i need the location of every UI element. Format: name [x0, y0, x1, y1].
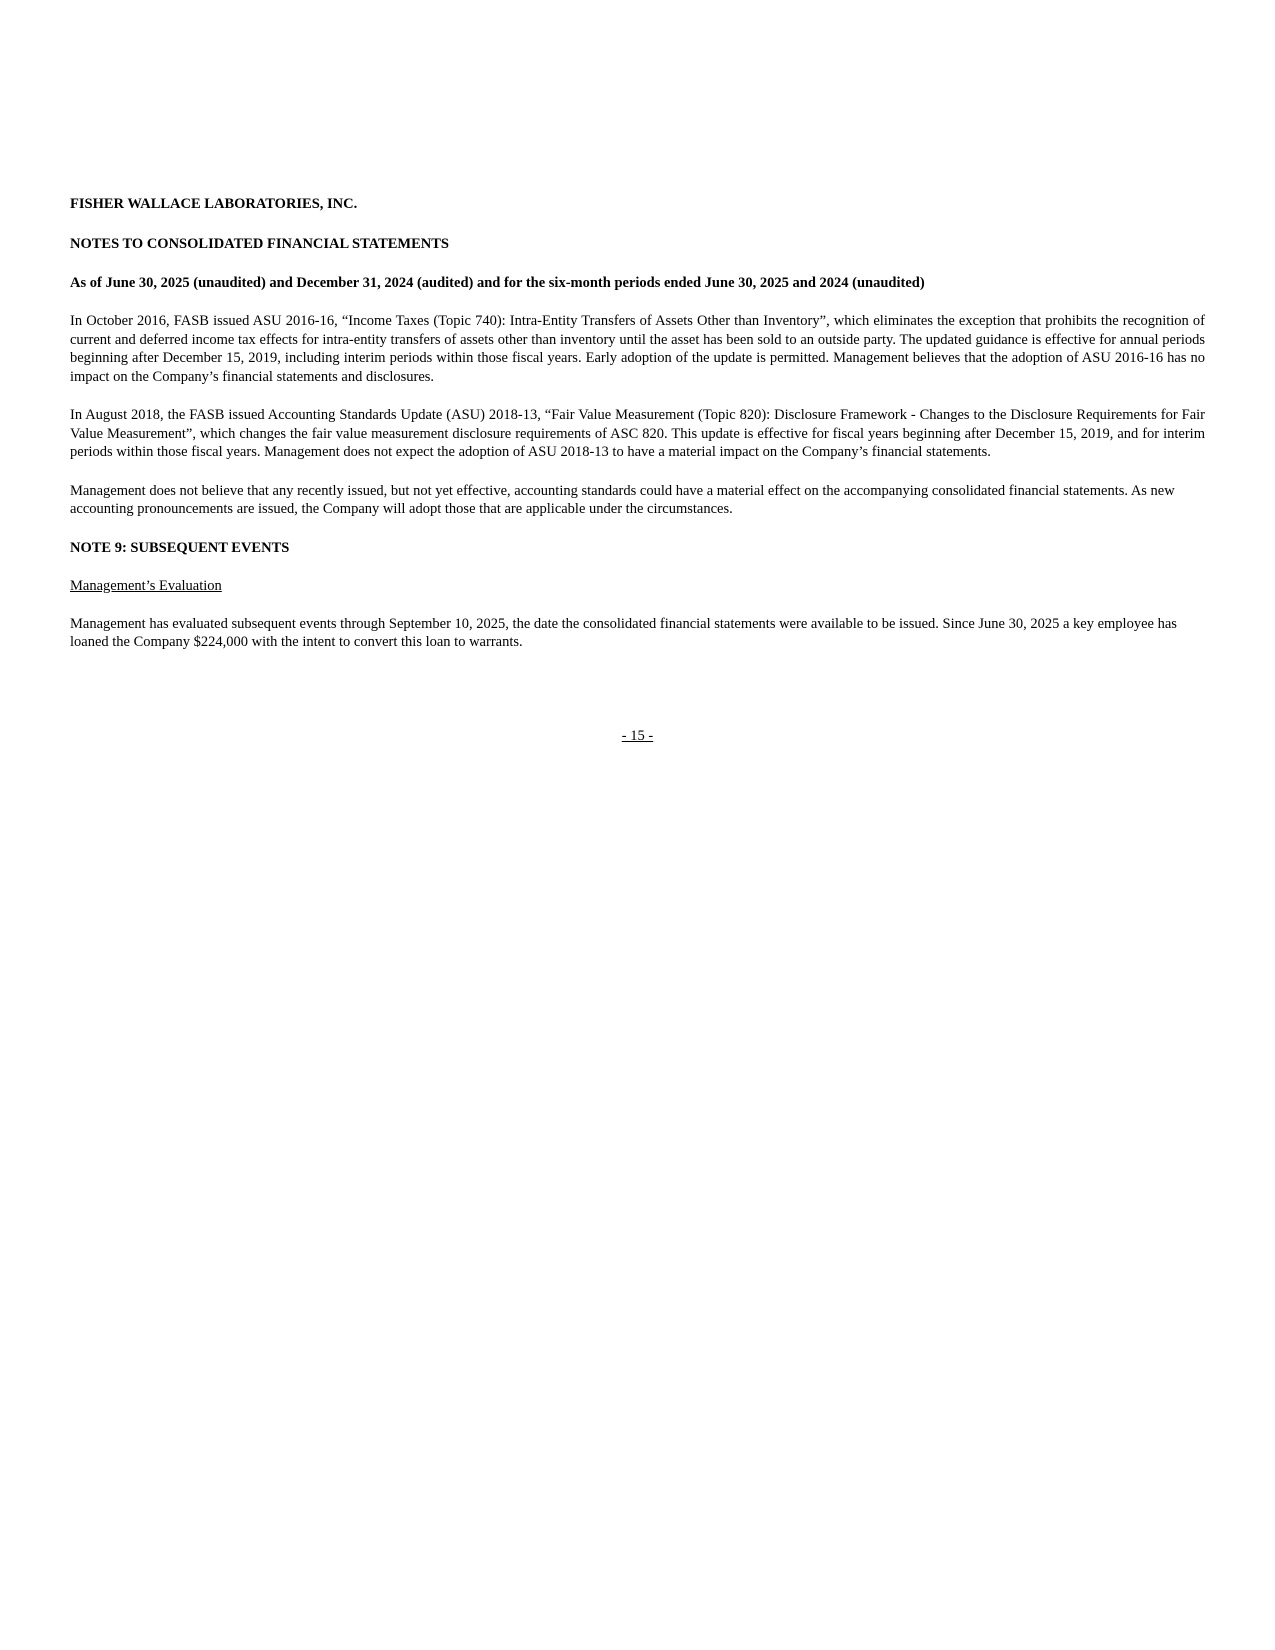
paragraph-asu-2018-13: In August 2018, the FASB issued Accounting Standards Update (ASU) 2018-13, “Fair Value Measurement (Topic 820): Disclosure Framework - Changes to the Disclosure Requirements for Fair Value Measurement”, which changes the fair value measurement disclosure requirements of ASC 820. This update is effective for fiscal years beginning after December 15, 2019, and for interim periods within those fiscal years. Management does not expect the adoption of ASU 2018-13 to have a material impact on the Company’s financial statements. [70, 407, 1205, 460]
page-number-text: - 15 - [621, 728, 654, 744]
company-name: FISHER WALLACE LABORATORIES, INC. [70, 196, 358, 212]
period-heading: As of June 30, 2025 (unaudited) and December 31, 2024 (audited) and for the six-month periods ended June 30, 2025 and 2024 (unaudited) [70, 275, 925, 291]
paragraph-recent-standards: Management does not believe that any recently issued, but not yet effective, accounting standards could have a material effect on the accompanying consolidated financial statements. As new accounting pronouncements are issued, the Company will adopt those that are applicable under the circumstances. [70, 482, 1175, 517]
note9-paragraph: Management has evaluated subsequent events through September 10, 2025, the date the consolidated financial statements were available to be issued. Since June 30, 2025 a key employee has loaned the Company $224,000 with the intent to convert this loan to warrants. [70, 615, 1177, 650]
page-number [0, 727, 1275, 745]
note9-title: NOTE 9: SUBSEQUENT EVENTS [70, 539, 290, 556]
document-page [70, 195, 1205, 672]
notes-title: NOTES TO CONSOLIDATED FINANCIAL STATEMENTS [70, 236, 449, 252]
paragraph-asu-2016-16: In October 2016, FASB issued ASU 2016-16, “Income Taxes (Topic 740): Intra-Entity Transfers of Assets Other than Inventory”, which eliminates the exception that prohibits the recognition of current and deferred income tax effects for intra-entity transfers of assets other than inventory until the asset has been sold to an outside party. The updated guidance is effective for annual periods beginning after December 15, 2019, including interim periods within those fiscal years. Early adoption of the update is permitted. Management believes that the adoption of ASU 2016-16 has no impact on the Company’s financial statements and disclosures. [70, 313, 1205, 385]
note9-subheading: Management’s Evaluation [70, 577, 222, 594]
